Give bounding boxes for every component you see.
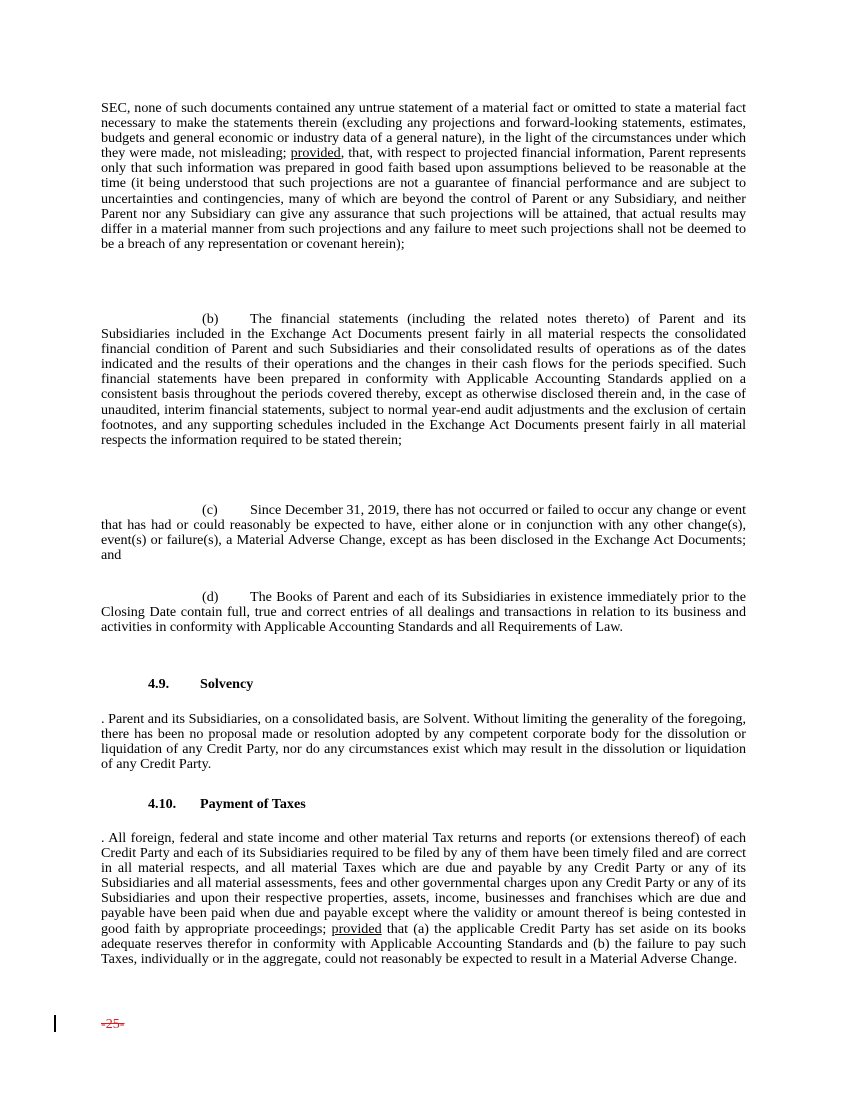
paragraph-solvency [101,712,746,772]
paragraph-c [101,503,746,563]
paragraph-c-label: (c) [202,502,218,518]
paragraph-taxes [101,831,746,967]
taxes-text-part2: that (a) the applicable Credit Party has set aside on its books adequate reserves therefor in conformity with Applicable Accounting Standards and (b) the failure to pay such Taxes, individually or in the aggregate, could not reasonably be expected to result in a Material Adverse Change. [101,920,746,967]
provided-underlined-term: provided [290,145,341,162]
paragraph-c-text: Since December 31, 2019, there has not occurred or failed to occur any change or event that has had or could reasonably be expected to have, either alone or in conjunction with any other change(s), event(s) or failure(s), a Material Adverse Change, except as has been disclosed in the Exchange Act Documents; and [101,502,746,564]
paragraph-intro [101,101,746,252]
intro-text-part2: , that, with respect to projected financial information, Parent represents only that such information was prepared in good faith based upon assumptions believed to be reasonable at the time (it being understood that such projections are not a guarantee of financial performance and are subject to uncertainties and contingencies, many of which are beyond the control of Parent or any Subsidiary, and neither Parent nor any Subsidiary can give any assurance that such projections will be attained, that actual results may differ in a material manner from such projections and any failure to meet such projections shall not be deemed to be a breach of any representation or covenant herein); [101,145,746,252]
solvency-text: . Parent and its Subsidiaries, on a consolidated basis, are Solvent. Without limiting the generality of the foregoing, there has been no proposal made or resolution adopted by any competent corporate body for the dissolution or liquidation of any Credit Party, nor do any circumstances exist which may result in the dissolution or liquidation of any Credit Party. [101,711,746,773]
paragraph-d-label: (d) [202,589,219,605]
revision-change-bar [54,1015,56,1032]
paragraph-b [101,312,746,448]
intro-text-part1: SEC, none of such documents contained any untrue statement of a material fact or omitted to state a material fact necessary to make the statements therein (excluding any projections and forward-looking statements, estimates, budgets and general economic or industry data of a general nature), in the light of the circumstances under which they were made, not misleading; [101,100,746,162]
page-number: -25- [101,1016,125,1032]
paragraph-b-text: The financial statements (including the related notes thereto) of Parent and its Subsidiaries included in the Exchange Act Documents present fairly in all material respects the consolidated financial condition of Parent and such Subsidiaries and their consolidated results of operations as of the dates indicated and the results of their operations and the changes in their cash flows for the periods specified. Such financial statements have been prepared in conformity with Applicable Accounting Standards applied on a consistent basis throughout the periods covered thereby, except as otherwise disclosed therein and, in the case of unaudited, interim financial statements, subject to normal year-end audit adjustments and the exclusion of certain footnotes, and any supporting schedules included in the Exchange Act Documents present fairly in all material respects the information required to be stated therein; [101,311,746,448]
section-heading-solvency [148,676,253,692]
paragraph-d [101,590,746,635]
paragraph-d-text: The Books of Parent and each of its Subsidiaries in existence immediately prior to the Closing Date contain full, true and correct entries of all dealings and transactions in relation to its business and activities in conformity with Applicable Accounting Standards and all Requirements of Law. [101,589,746,636]
taxes-text-part1: . All foreign, federal and state income and other material Tax returns and reports (or extensions thereof) of each Credit Party and each of its Subsidiaries required to be filed by any of them have been timely filed and are correct in all material respects, and all material Taxes which are due and payable by any Credit Party or any of its Subsidiaries and all material assessments, fees and other governmental charges upon any Credit Party or any of its Subsidiaries and upon their respective properties, assets, income, businesses and franchises which are due and payable have been paid when due and payable except where the validity or amount thereof is being contested in good faith by appropriate proceedings; [101,830,746,937]
section-number-solvency: 4.9. [148,676,170,692]
section-title-taxes: Payment of Taxes [200,796,306,812]
paragraph-b-label: (b) [202,311,219,327]
section-title-solvency: Solvency [200,676,254,692]
section-number-taxes: 4.10. [148,796,177,812]
provided-underlined-term-taxes: provided [331,920,382,937]
section-heading-taxes [148,796,306,812]
